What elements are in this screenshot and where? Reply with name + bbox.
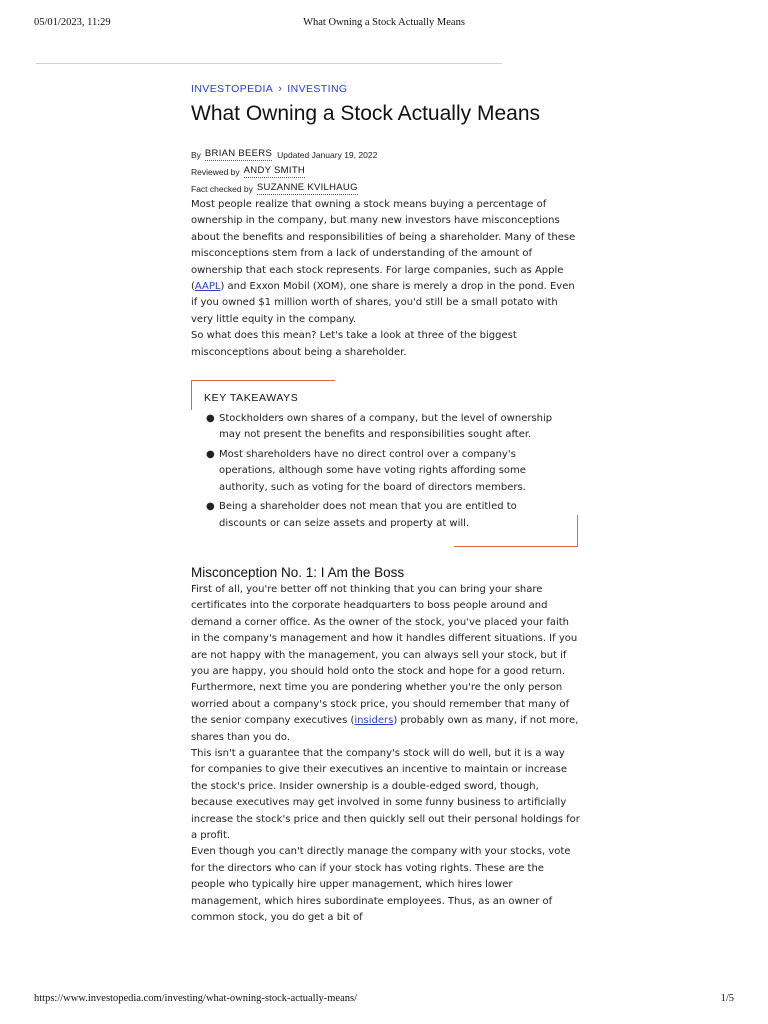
intro-paragraph-1 — [191, 197, 581, 328]
takeaway-text: Most shareholders have no direct control over a company's operations, although some have voting rights affording some authority, such as voting for the board of directors members. — [219, 448, 526, 493]
section1-paragraph-3: This isn't a guarantee that the company's stock will do well, but it is a way for companies to give their executives an incentive to maintain or increase the stock's price. Insider ownership is a double-edged sword, though, because executives may get involved in some funny business to artificially increase the stock's price and then quickly sell out their personal holdings for a profit. — [191, 747, 580, 841]
bullet-icon: ● — [206, 501, 215, 513]
updated-date: Updated January 19, 2022 — [277, 149, 378, 160]
fact-checker-link[interactable]: SUZANNE KVILHAUG — [256, 182, 358, 193]
intro-paragraph-2: So what does this mean? Let's take a look at three of the biggest misconceptions about being a shareholder. — [191, 330, 517, 358]
print-datetime: 05/01/2023, 11:29 — [34, 17, 111, 28]
print-footer — [34, 993, 734, 1007]
intro-p1-text-b: ) and Exxon Mobil (XOM), one share is merely a drop in the pond. Even if you owned $1 million worth of shares, you'd still be a small potato with very little equity in the company. — [191, 281, 575, 325]
takeaways-bottom-rule — [454, 546, 578, 547]
article — [191, 82, 581, 926]
key-takeaways-box — [191, 380, 578, 547]
section1-paragraph-2 — [191, 680, 581, 746]
bullet-icon: ● — [206, 448, 215, 460]
reviewer-byline — [191, 163, 581, 180]
section1-paragraph-4: Even though you can't directly manage the company with your stocks, vote for the directors who can if your stock has voting rights. These are the people who typically hire upper management, which hires lower management, which hires subordinate employees. Thus, as an owner of common stock, you do get a bit of — [191, 846, 571, 924]
fact-checked-by-label: Fact checked by — [191, 183, 253, 194]
section-heading-misconception-1: Misconception No. 1: I Am the Boss — [191, 564, 405, 580]
reviewed-by-label: Reviewed by — [191, 166, 240, 177]
takeaway-text: Being a shareholder does not mean that you are entitled to discounts or can seize assets and property at will. — [219, 501, 517, 529]
author-byline — [191, 146, 581, 163]
fact-checker-byline — [191, 180, 581, 197]
breadcrumb-investing-link[interactable]: INVESTING — [287, 83, 348, 95]
takeaways-top-rule — [191, 380, 335, 381]
print-header — [34, 17, 734, 31]
print-page-number: 1/5 — [720, 993, 734, 1004]
section1-p2-text-a: Furthermore, next time you are pondering whether you're the only person worried about a company's stock price, you should remember that many of the senior company executives ( — [191, 682, 570, 727]
chevron-right-icon: › — [278, 83, 283, 95]
takeaway-item — [206, 447, 578, 496]
takeaway-text: Stockholders own shares of a company, but the level of ownership may not present the benefits and responsibilities sought after. — [219, 413, 553, 441]
by-label: By — [191, 149, 201, 160]
bullet-icon: ● — [206, 413, 215, 425]
aapl-link[interactable]: AAPL — [194, 281, 221, 293]
takeaways-right-rule — [577, 515, 578, 547]
insiders-link[interactable]: insiders — [354, 715, 394, 727]
print-url: https://www.investopedia.com/investing/what-owning-stock-actually-means/ — [34, 993, 358, 1004]
bylines — [191, 146, 581, 197]
intro-p1-text-a: Most people realize that owning a stock means buying a percentage of ownership in the company, but many new investors have misconceptions about the benefits and responsibilities of being a shareholder. Many of these misconceptions stem from a lack of understanding of the amount of ownership that each stock represents. For large companies, such as Apple ( — [191, 199, 576, 293]
section1-p2-text-b: ) probably own as many, if not more, shares than you do. — [191, 715, 579, 743]
author-link[interactable]: BRIAN BEERS — [204, 148, 273, 159]
takeaways-left-rule — [191, 380, 192, 410]
header-divider — [36, 63, 502, 64]
key-takeaways-list — [191, 411, 578, 532]
article-title: What Owning a Stock Actually Means — [191, 102, 540, 125]
section1-paragraph-1: First of all, you're better off not thinking that you can bring your share certificates into the corporate headquarters to boss people around and demand a corner office. As the owner of the stock, you've placed your faith in the company's management and how it handles different situations. If you are not happy with the management, you can always sell your stock, but if you are happy, you should hold onto the stock and hope for a good return. — [191, 583, 578, 677]
breadcrumb — [191, 82, 581, 96]
takeaway-item — [206, 411, 578, 444]
takeaway-item — [206, 499, 578, 532]
reviewer-link[interactable]: ANDY SMITH — [243, 165, 306, 176]
breadcrumb-investopedia-link[interactable]: INVESTOPEDIA — [191, 83, 274, 95]
print-page-title: What Owning a Stock Actually Means — [303, 17, 465, 28]
key-takeaways-title: KEY TAKEAWAYS — [204, 392, 299, 405]
